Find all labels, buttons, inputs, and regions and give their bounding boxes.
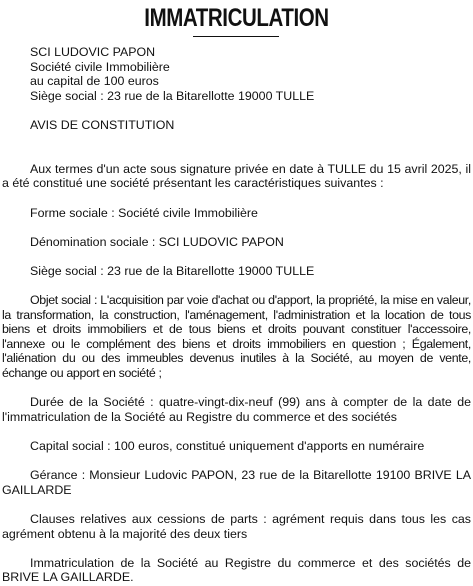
company-form: Société civile Immobilière: [30, 59, 170, 74]
notice-heading: AVIS DE CONSTITUTION: [30, 117, 175, 132]
company-address: Siège social : 23 rue de la Bitarellotte 19000 TULLE: [30, 88, 315, 103]
company-header: [2, 45, 471, 103]
denomination-sociale: Dénomination sociale : SCI LUDOVIC PAPON: [30, 234, 284, 249]
company-name: SCI LUDOVIC PAPON: [30, 45, 156, 59]
siege-social: Siège social : 23 rue de la Bitarellotte 19000 TULLE: [30, 263, 315, 278]
immatriculation-rcs: Immatriculation de la Société au Registre du commerce et des sociétés de BRIVE LA GAILLARDE.: [2, 555, 471, 585]
intro-paragraph: Aux termes d'un acte sous signature privée en date à TULLE du 15 avril 2025, il a été constitué une société présentant les caractéristiques suivantes :: [2, 161, 471, 191]
capital-social: Capital social : 100 euros, constitué uniquement d'apports en numéraire: [30, 439, 425, 454]
company-capital: au capital de 100 euros: [30, 74, 159, 89]
gerance: Gérance : Monsieur Ludovic PAPON, 23 rue de la Bitarellotte 19100 BRIVE LA GAILLARDE: [2, 468, 471, 497]
title-underline: [193, 36, 279, 37]
objet-social: Objet social : L'acquisition par voie d'achat ou d'apport, la propriété, la mise en valeur, la transformation, la construction, l'aménagement, l'administration et la location de tous biens et droits immobiliers et de tous biens et droits pouvant constituer l'accessoire, l'annexe ou le complément des biens et droits immobiliers en question ; Également, l'aliénation du ou des immeubles devenus inutiles à la Société, au moyen de vente, échange ou apport en société ;: [2, 293, 471, 381]
legal-notice-body: [2, 40, 471, 585]
duree-societe: Durée de la Société : quatre-vingt-dix-neuf (99) ans à compter de la date de l'immatriculation de la Société au Registre du commerce et des sociétés: [2, 395, 471, 424]
page-title: IMMATRICULATION: [144, 4, 329, 32]
clauses-cessions: Clauses relatives aux cessions de parts : agrément requis dans tous les cas agrément obtenu à la majorité des deux tiers: [2, 512, 471, 541]
forme-sociale: Forme sociale : Société civile Immobilière: [30, 205, 258, 220]
